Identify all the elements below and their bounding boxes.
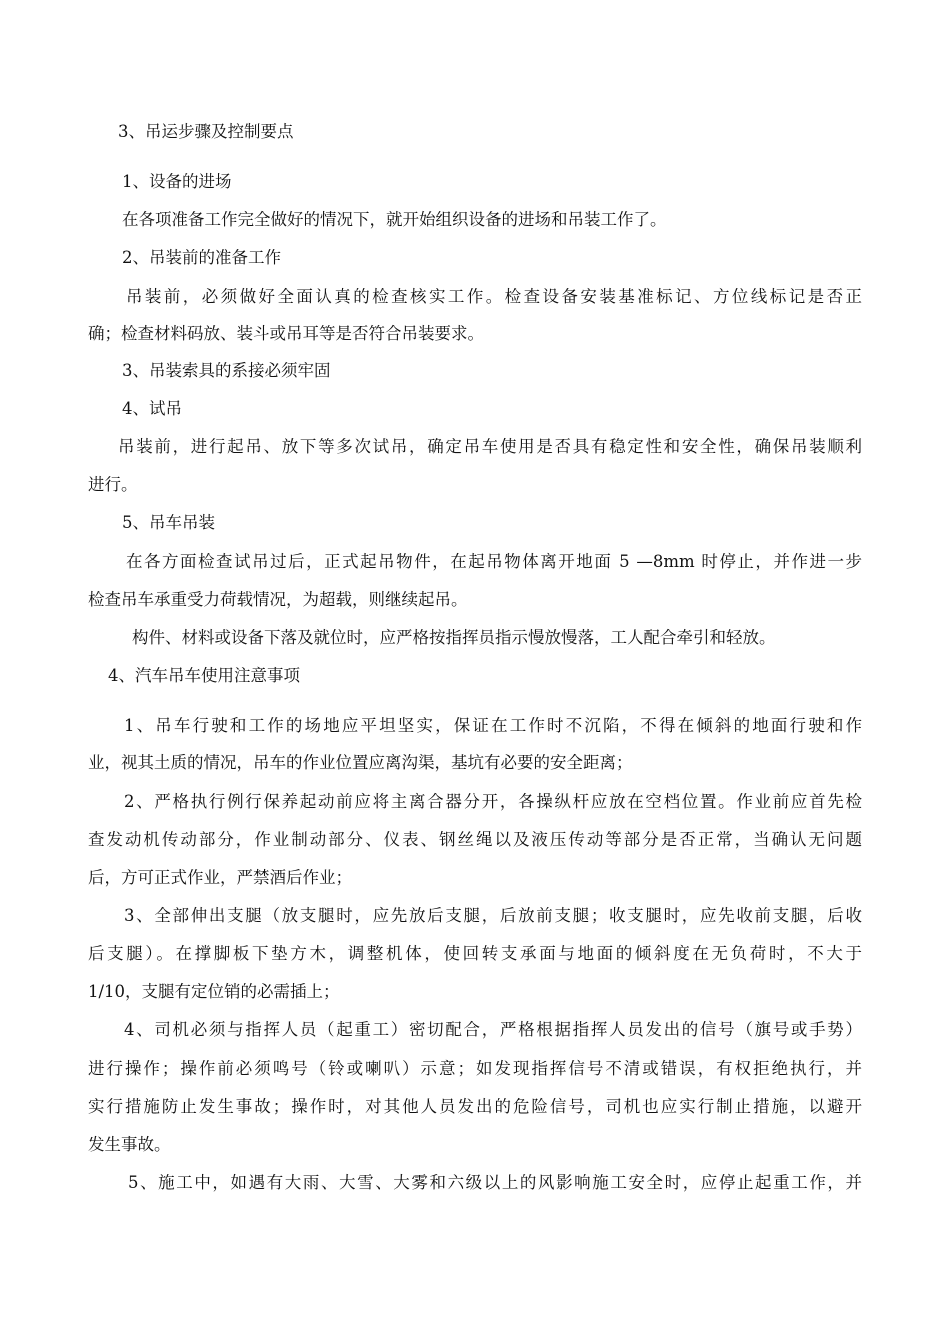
subheading-rigging-secure: 3、吊装索具的系接必须牢固: [122, 361, 331, 380]
section-heading-crane-usage-notes: 4、汽车吊车使用注意事项: [108, 666, 300, 685]
paragraph-line: 2、严格执行例行保养起动前应将主离合器分开，各操纵杆应放在空档位置。作业前应首先检: [124, 792, 862, 811]
subheading-equipment-entry: 1、设备的进场: [122, 172, 232, 191]
paragraph-line: 业，视其土质的情况，吊车的作业位置应离沟渠，基坑有必要的安全距离；: [88, 753, 633, 772]
paragraph-line: 4、司机必须与指挥人员（起重工）密切配合，严格根据指挥人员发出的信号（旗号或手势）: [124, 1020, 862, 1039]
paragraph-line: 进行。: [88, 475, 138, 494]
subheading-pre-lift-preparation: 2、吊装前的准备工作: [122, 248, 281, 267]
paragraph-line: 吊装前，进行起吊、放下等多次试吊，确定吊车使用是否具有稳定性和安全性，确保吊装顺利: [118, 437, 862, 456]
paragraph-line: 在各方面检查试吊过后，正式起吊物件，在起吊物体离开地面 5 —8mm 时停止，并作进一步: [126, 552, 862, 571]
paragraph-line: 后，方可正式作业，严禁酒后作业；: [88, 868, 352, 887]
paragraph-line: 1/10，支腿有定位销的必需插上；: [88, 982, 340, 1001]
paragraph-line: 吊装前，必须做好全面认真的检查核实工作。检查设备安装基准标记、方位线标记是否正: [126, 287, 862, 306]
paragraph-line: 发生事故。: [88, 1135, 171, 1154]
paragraph-line: 实行措施防止发生事故；操作时，对其他人员发出的危险信号，司机也应实行制止措施，以避开: [88, 1097, 862, 1116]
paragraph-line: 在各项准备工作完全做好的情况下，就开始组织设备的进场和吊装工作了。: [122, 210, 667, 229]
paragraph-line: 5、施工中，如遇有大雨、大雪、大雾和六级以上的风影响施工安全时，应停止起重工作，并: [128, 1173, 862, 1192]
subheading-crane-lifting: 5、吊车吊装: [122, 513, 215, 532]
paragraph-line: 检查吊车承重受力荷载情况，为超载，则继续起吊。: [88, 590, 468, 609]
subheading-trial-lift: 4、试吊: [122, 399, 182, 418]
paragraph-line: 3、全部伸出支腿（放支腿时，应先放后支腿，后放前支腿；收支腿时，应先收前支腿，后收: [124, 906, 862, 925]
paragraph-line: 确；检查材料码放、装斗或吊耳等是否符合吊装要求。: [88, 324, 484, 343]
paragraph-line: 构件、材料或设备下落及就位时，应严格按指挥员指示慢放慢落，工人配合牵引和轻放。: [132, 628, 776, 647]
paragraph-line: 查发动机传动部分，作业制动部分、仪表、钢丝绳以及液压传动等部分是否正常，当确认无问题: [88, 830, 862, 849]
paragraph-line: 1、吊车行驶和工作的场地应平坦坚实，保证在工作时不沉陷，不得在倾斜的地面行驶和作: [124, 716, 862, 735]
paragraph-line: 后支腿）。在撑脚板下垫方木，调整机体，使回转支承面与地面的倾斜度在无负荷时，不大于: [88, 944, 862, 963]
paragraph-line: 进行操作；操作前必须鸣号（铃或喇叭）示意；如发现指挥信号不清或错误，有权拒绝执行，并: [88, 1059, 862, 1078]
section-heading-lifting-steps: 3、吊运步骤及控制要点: [118, 122, 294, 141]
